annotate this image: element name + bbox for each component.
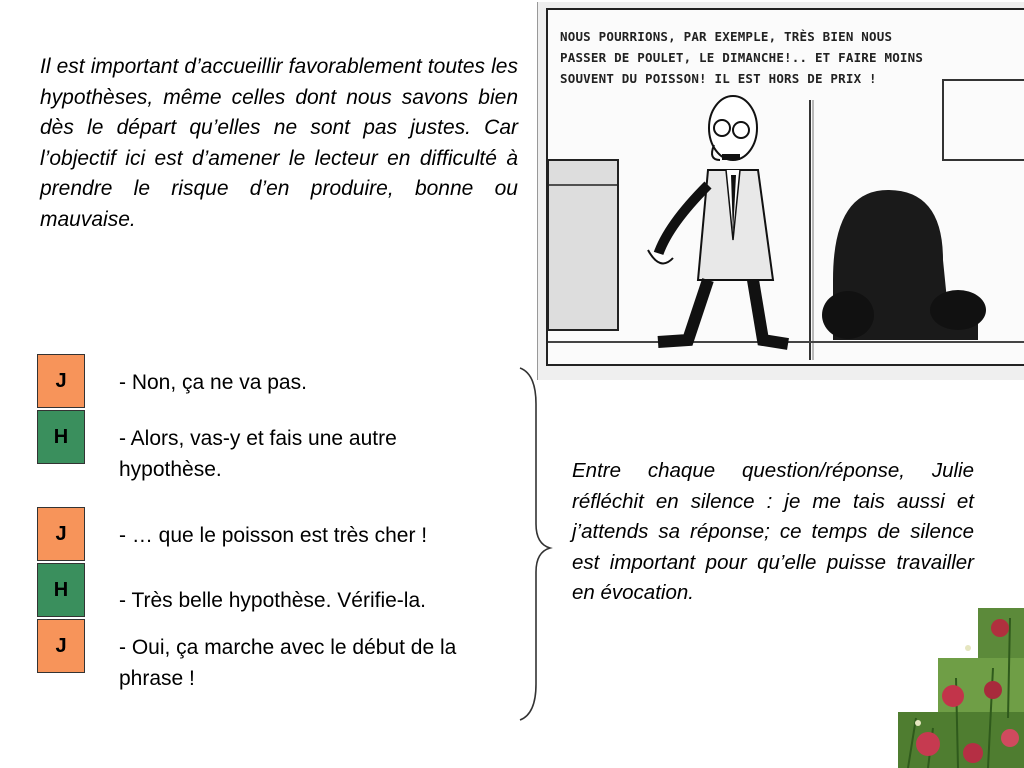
speaker-badge-j-2: J: [37, 507, 85, 561]
comic-frame: [546, 8, 1024, 366]
dialogue-line-3: - … que le poisson est très cher !: [119, 524, 428, 547]
speech-line-3: SOUVENT DU POISSON! IL EST HORS DE PRIX !: [560, 71, 877, 86]
speaker-badge-h-2: H: [37, 563, 85, 617]
comic-speech-text: [560, 26, 1024, 89]
intro-paragraph: Il est important d’accueillir favorablement toutes les hypothèses, même celles dont nous savons bien dès le départ qu’elles ne sont pas justes. Car l’objectif ici est d’amener le lecteur en difficulté à prendre le risque d’en produire, bonne ou mauvaise.: [40, 55, 518, 231]
note-paragraph: Entre chaque question/réponse, Julie réfléchit en silence : je me tais aussi et j’attends sa réponse; ce temps de silence est important pour qu’elle puisse travailler en évocation.: [572, 459, 974, 604]
speech-line-2: PASSER DE POULET, LE DIMANCHE!.. ET FAIRE MOINS: [560, 50, 924, 65]
dialogue-line-2: - Alors, vas-y et fais une autre hypothèse.: [119, 427, 397, 481]
comic-panel: [537, 2, 1024, 380]
curly-brace-shape: [516, 364, 556, 724]
speaker-badge-j-1: J: [37, 354, 85, 408]
speech-line-1: NOUS POURRIONS, PAR EXEMPLE, TRÈS BIEN NOUS: [560, 29, 893, 44]
speaker-badge-j-3: J: [37, 619, 85, 673]
dialogue-line-4: - Très belle hypothèse. Vérifie-la.: [119, 589, 426, 612]
speaker-badge-h-1: H: [37, 410, 85, 464]
clover-flowers-image: [898, 608, 1024, 768]
dialogue-line-5: - Oui, ça marche avec le début de la phrase !: [119, 636, 457, 690]
dialogue-line-1: - Non, ça ne va pas.: [119, 371, 307, 394]
